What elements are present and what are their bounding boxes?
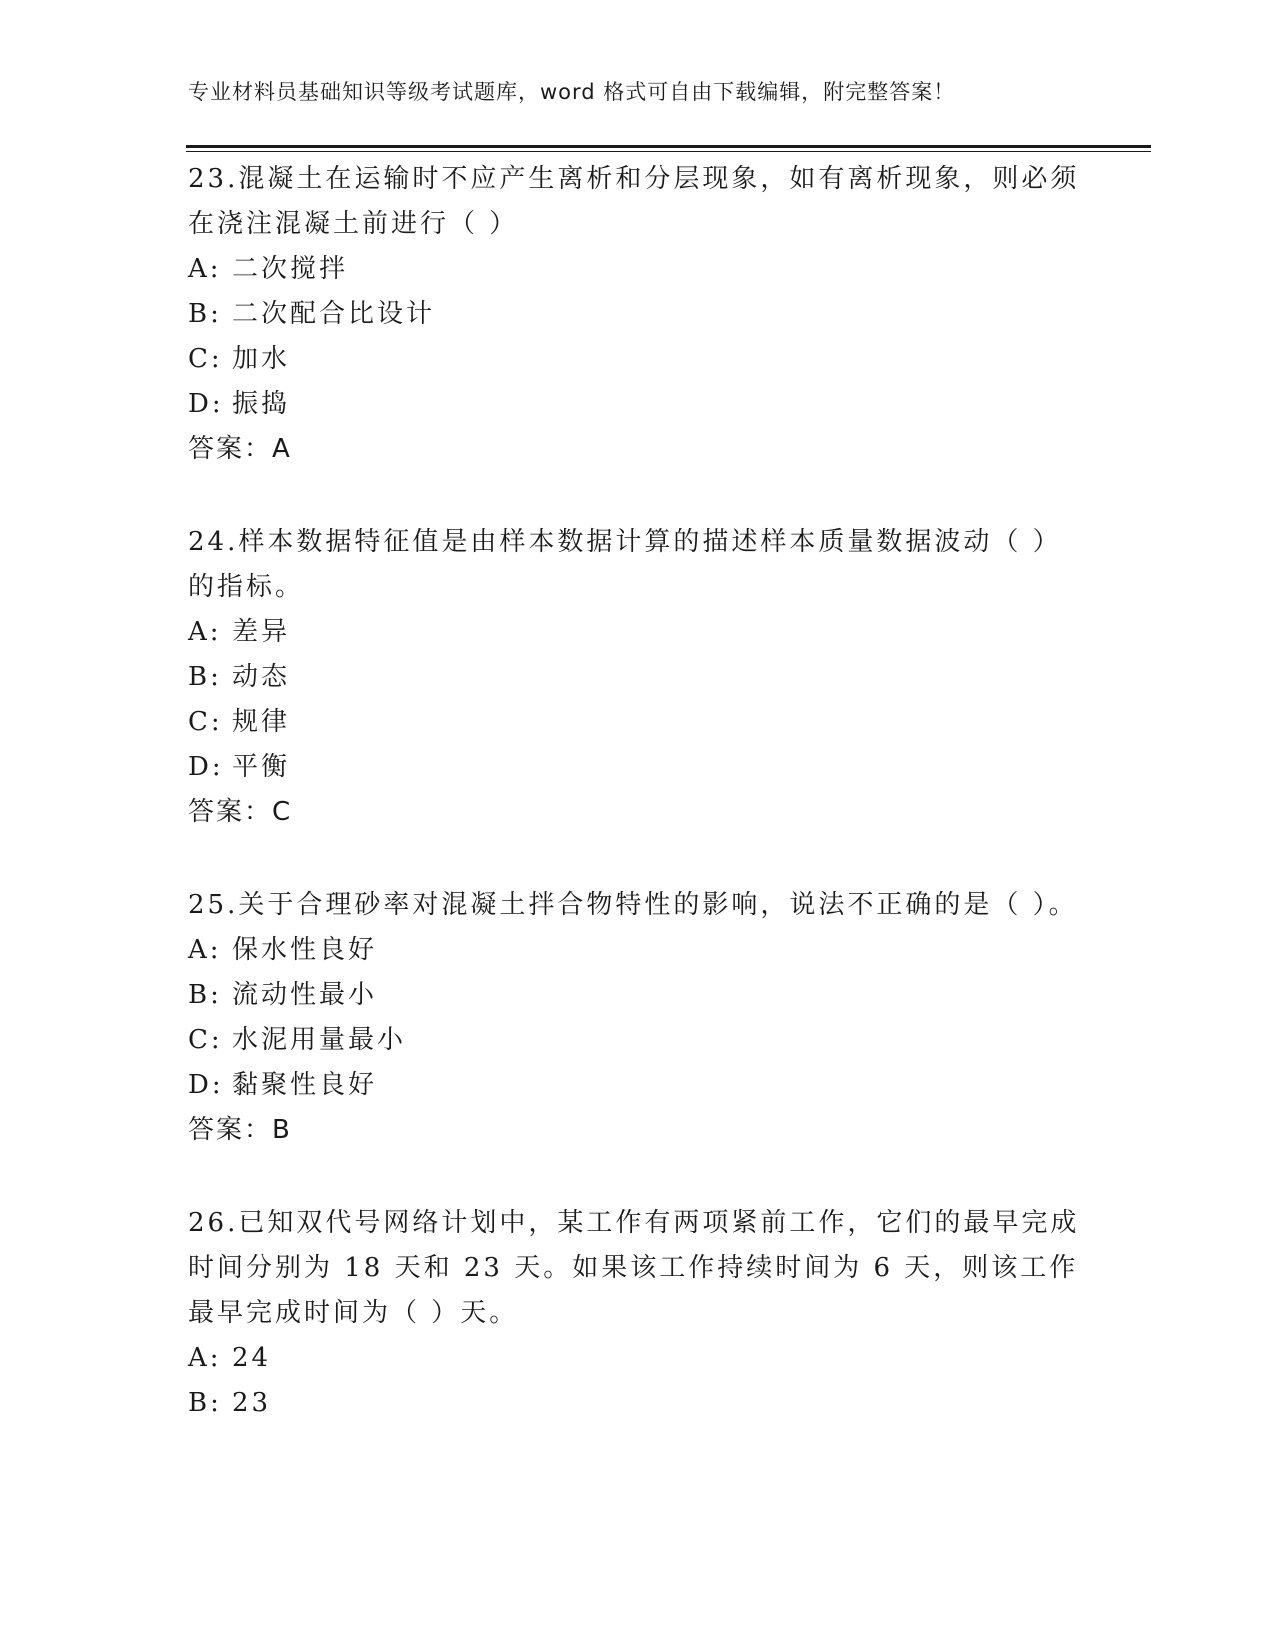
question-26 xyxy=(188,1201,1088,1426)
option-text: 差异 xyxy=(232,617,291,647)
option-text: 加水 xyxy=(232,344,291,374)
option-text: 二次搅拌 xyxy=(232,254,349,284)
option-c xyxy=(188,337,1088,382)
option-text: 振捣 xyxy=(232,389,291,419)
option-a xyxy=(188,247,1088,292)
option-label: A: xyxy=(188,617,222,647)
option-label: C: xyxy=(188,344,223,374)
header-rule-thick xyxy=(186,145,1151,148)
question-stem: 23.混凝土在运输时不应产生离析和分层现象，如有离析现象，则必须在浇注混凝土前进行（ ） xyxy=(188,164,1080,239)
option-b xyxy=(188,655,1088,700)
option-label: A: xyxy=(188,254,222,284)
option-label: D: xyxy=(188,752,224,782)
option-a xyxy=(188,928,1088,973)
option-text: 规律 xyxy=(232,707,291,737)
option-c xyxy=(188,700,1088,745)
option-label: A: xyxy=(188,1343,222,1373)
option-label: B: xyxy=(188,1388,222,1418)
question-stem: 25.关于合理砂率对混凝土拌合物特性的影响，说法不正确的是（ ）。 xyxy=(188,890,1078,920)
answer-line: 答案：B xyxy=(188,1115,292,1145)
option-c xyxy=(188,1018,1088,1063)
option-text: 水泥用量最小 xyxy=(232,1025,407,1055)
option-label: D: xyxy=(188,389,224,419)
answer-line: 答案：C xyxy=(188,797,293,827)
header-rule-thin xyxy=(186,151,1151,152)
option-text: 23 xyxy=(232,1388,272,1418)
page-header: 专业材料员基础知识等级考试题库，word 格式可自由下载编辑，附完整答案！ xyxy=(188,80,956,104)
option-d xyxy=(188,1063,1088,1108)
question-24 xyxy=(188,520,1088,835)
option-text: 二次配合比设计 xyxy=(232,299,436,329)
question-23 xyxy=(188,157,1088,472)
option-b xyxy=(188,292,1088,337)
option-text: 流动性最小 xyxy=(232,980,378,1010)
option-label: C: xyxy=(188,707,223,737)
option-label: B: xyxy=(188,299,222,329)
option-d xyxy=(188,382,1088,427)
answer-line: 答案：A xyxy=(188,434,292,464)
option-text: 24 xyxy=(232,1343,272,1373)
option-text: 保水性良好 xyxy=(232,935,378,965)
option-b xyxy=(188,973,1088,1018)
option-text: 平衡 xyxy=(232,752,291,782)
option-a xyxy=(188,1336,1088,1381)
option-text: 动态 xyxy=(232,662,291,692)
option-b xyxy=(188,1381,1088,1426)
option-label: C: xyxy=(188,1025,223,1055)
option-text: 黏聚性良好 xyxy=(232,1070,378,1100)
question-stem: 24.样本数据特征值是由样本数据计算的描述样本质量数据波动（ ）的指标。 xyxy=(188,527,1062,602)
option-label: B: xyxy=(188,980,222,1010)
question-25 xyxy=(188,883,1088,1153)
option-label: D: xyxy=(188,1070,224,1100)
option-label: B: xyxy=(188,662,222,692)
option-d xyxy=(188,745,1088,790)
option-a xyxy=(188,610,1088,655)
question-stem: 26.已知双代号网络计划中，某工作有两项紧前工作，它们的最早完成时间分别为 18 天和 23 天。如果该工作持续时间为 6 天，则该工作最早完成时间为（ ）天。 xyxy=(188,1208,1080,1328)
question-list xyxy=(188,157,1088,1474)
option-label: A: xyxy=(188,935,222,965)
